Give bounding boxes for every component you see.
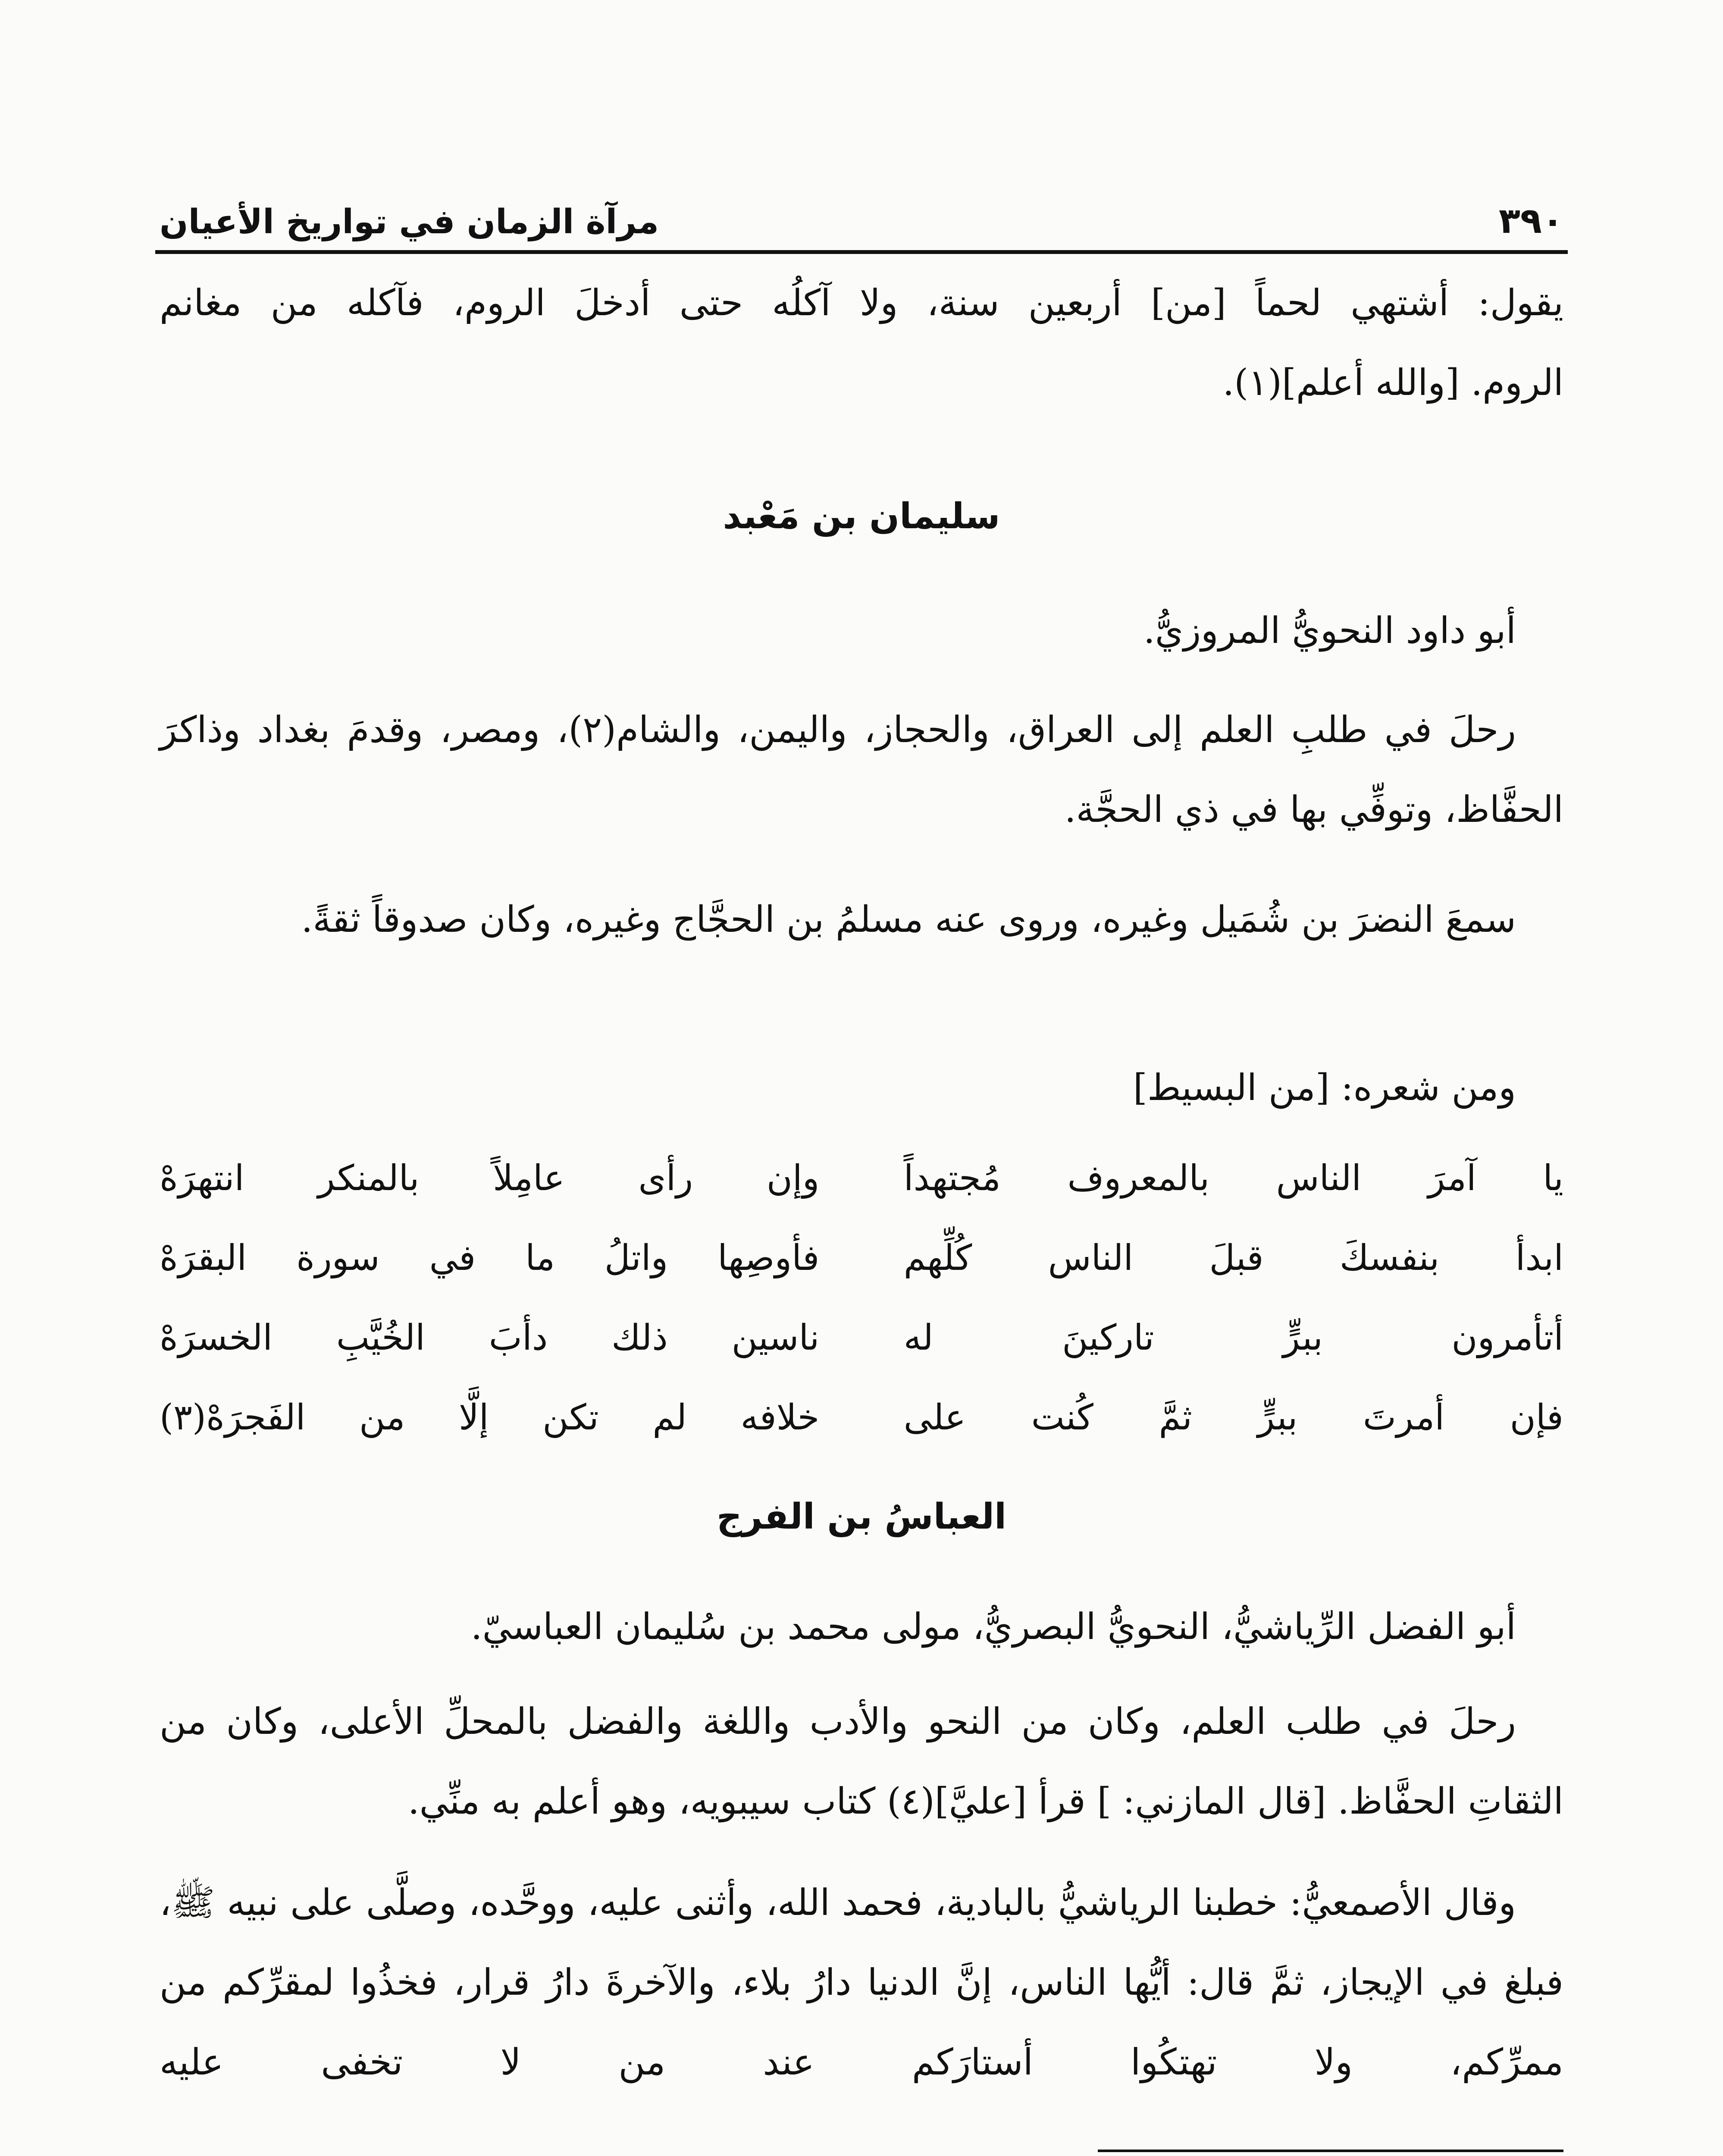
section-sulayman-body xyxy=(160,591,1563,671)
verse-first-hemistich: ابدأ بنفسكَ قبلَ الناس كُلِّهم xyxy=(903,1238,1563,1279)
section-heading-abbas: العباسُ بن الفرج xyxy=(716,1496,1007,1537)
running-header xyxy=(160,181,1563,241)
intro-line-1: يقول: أشتهي لحماً [من] أربعين سنة، ولا آكلُه حتى أدخلَ الروم، فآكله من مغانم xyxy=(160,282,1564,324)
section-sulayman-narration xyxy=(160,880,1563,959)
poem xyxy=(160,1138,1563,1457)
verse-second-hemistich: ناسين ذلك دأبَ الخُيَّبِ الخسرَهْ xyxy=(160,1317,820,1358)
paragraph-kunya: أبو الفضل الرِّياشيُّ، النحويُّ البصريُّ، مولى محمد بن سُليمان العباسيّ. xyxy=(470,1605,1516,1648)
section-heading-sulayman: سليمان بن مَعْبد xyxy=(723,496,1000,537)
footnote-divider xyxy=(1098,2150,1563,2152)
verse xyxy=(160,1378,1563,1457)
intro-paragraph xyxy=(160,263,1563,423)
verse xyxy=(160,1298,1563,1378)
verse-first-hemistich: فإن أمرتَ ببرٍّ ثمَّ كُنت على xyxy=(903,1397,1563,1438)
verse-second-hemistich: فأوصِها واتلُ ما في سورة البقرَهْ xyxy=(160,1238,820,1279)
verse-first-hemistich: أتأمرون ببرٍّ تاركينَ له xyxy=(903,1317,1563,1358)
verse-second-hemistich: وإن رأى عامِلاً بالمنكر انتهرَهْ xyxy=(160,1158,820,1199)
paragraph-sermon: وقال الأصمعيُّ: خطبنا الرياشيُّ بالبادية، فحمد الله، وأثنى عليه، ووحَّده، وصلَّى على نبيه ﷺ، فبلغ في الإيجاز، ثمَّ قال: أيُّها الناس، إنَّ الدنيا دارُ بلاء، والآخرةَ دارُ قرار، فخذُوا لمقرِّكم من ممرِّكم، ولا تهتكُوا أستارَكم عند من لا تخفى عليه xyxy=(160,1881,1563,2083)
header-divider xyxy=(155,250,1568,254)
verse-second-hemistich: خلافه لم تكن إلَّا من الفَجرَهْ(٣) xyxy=(160,1397,820,1438)
book-title: مرآة الزمان في تواريخ الأعيان xyxy=(160,203,659,241)
verse-first-hemistich: يا آمرَ الناس بالمعروف مُجتهداً xyxy=(903,1158,1563,1199)
paragraph-kunya: أبو داود النحويُّ المروزيُّ. xyxy=(1143,609,1516,652)
verse xyxy=(160,1218,1563,1298)
intro-line-2: الروم. [والله أعلم](١). xyxy=(1222,361,1563,404)
poetry-intro: ومن شعره: [من البسيط] xyxy=(1133,1066,1516,1109)
paragraph-learning: رحلَ في طلب العلم، وكان من النحو والأدب واللغة والفضل بالمحلِّ الأعلى، وكان من الثقاتِ الحفَّاظ. [قال المازني: ] قرأ [عليَّ](٤) كتاب سيبويه، وهو أعلم به منِّي. xyxy=(160,1700,1563,1822)
section-abbas-sermon xyxy=(160,1863,1563,2102)
page-number: ٣٩٠ xyxy=(1498,201,1563,241)
section-abbas-kunya xyxy=(160,1587,1563,1667)
section-sulayman-poetry-intro xyxy=(160,1048,1563,1128)
section-abbas-learning xyxy=(160,1682,1563,1841)
verse xyxy=(160,1138,1563,1218)
paragraph-travels: رحلَ في طلبِ العلم إلى العراق، والحجاز، واليمن، والشام(٢)، ومصر، وقدمَ بغداد وذاكرَ الحفَّاظ، وتوفِّي بها في ذي الحجَّة. xyxy=(160,708,1563,830)
section-sulayman-travels xyxy=(160,690,1563,849)
paragraph-narration: سمعَ النضرَ بن شُمَيل وغيره، وروى عنه مسلمُ بن الحجَّاج وغيره، وكان صدوقاً ثقةً. xyxy=(301,898,1516,940)
